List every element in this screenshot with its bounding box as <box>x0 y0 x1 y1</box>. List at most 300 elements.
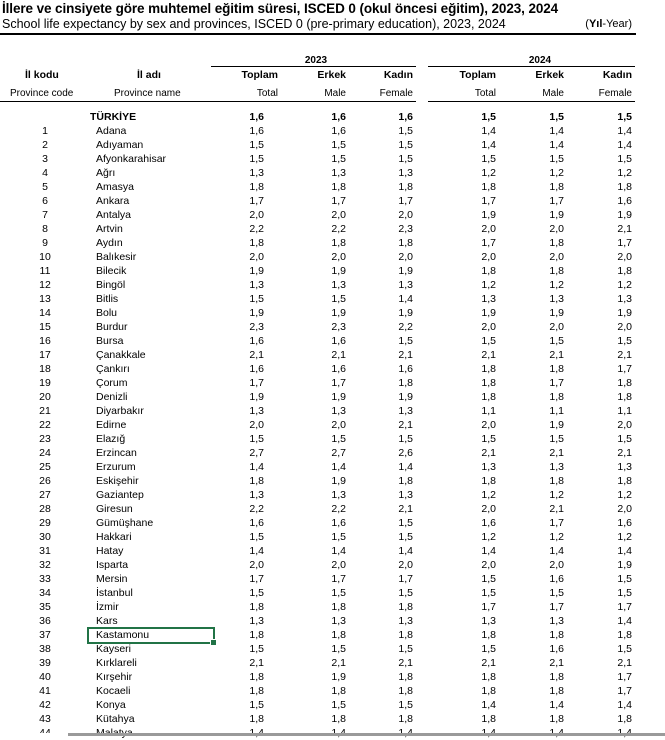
cell-value[interactable]: 1,4 <box>549 139 564 151</box>
cell-province-name[interactable]: Balıkesir <box>96 251 137 263</box>
cell-province-code[interactable]: 27 <box>39 489 51 501</box>
cell-value[interactable]: 1,5 <box>331 643 346 655</box>
cell-province-code[interactable]: 23 <box>39 433 51 445</box>
cell-province-name[interactable]: Diyarbakır <box>96 405 144 417</box>
cell-province-name[interactable]: Eskişehir <box>96 475 139 487</box>
cell-value[interactable]: 1,9 <box>481 209 496 221</box>
cell-value[interactable]: 1,3 <box>398 615 413 627</box>
cell-value[interactable]: 2,0 <box>481 251 496 263</box>
cell-province-name[interactable]: Gümüşhane <box>96 517 154 529</box>
cell-province-name[interactable]: Gaziantep <box>96 489 144 501</box>
cell-value[interactable]: 1,8 <box>249 685 264 697</box>
cell-value[interactable]: 1,8 <box>549 671 564 683</box>
cell-value[interactable]: 1,8 <box>617 713 632 725</box>
cell-value[interactable]: 2,0 <box>549 559 564 571</box>
cell-province-name[interactable]: Burdur <box>96 321 128 333</box>
cell-value[interactable]: 1,2 <box>617 279 632 291</box>
cell-value[interactable]: 1,3 <box>481 461 496 473</box>
cell-value[interactable]: 1,5 <box>398 335 413 347</box>
cell-value[interactable]: 1,2 <box>549 489 564 501</box>
cell-value[interactable]: 1,8 <box>617 629 632 641</box>
cell-value[interactable]: 2,0 <box>549 321 564 333</box>
cell-value[interactable]: 1,7 <box>617 363 632 375</box>
cell-value[interactable]: 2,1 <box>549 503 564 515</box>
cell-value[interactable]: 1,3 <box>549 461 564 473</box>
cell-value[interactable]: 1,8 <box>481 475 496 487</box>
cell-value[interactable]: 1,9 <box>617 559 632 571</box>
cell-value[interactable]: 1,3 <box>617 461 632 473</box>
cell-value[interactable]: 1,3 <box>249 615 264 627</box>
cell-province-code[interactable]: 37 <box>39 629 51 641</box>
cell-province-code[interactable]: 34 <box>39 587 51 599</box>
cell-value[interactable]: 1,7 <box>481 195 496 207</box>
cell-value[interactable]: 2,6 <box>398 447 413 459</box>
cell-value[interactable]: 1,8 <box>549 363 564 375</box>
cell-province-name[interactable]: Edirne <box>96 419 127 431</box>
cell-value[interactable]: 1,5 <box>617 153 632 165</box>
cell-province-name[interactable]: Bilecik <box>96 265 127 277</box>
cell-value[interactable]: 1,9 <box>398 265 413 277</box>
cell-value[interactable]: 1,8 <box>331 629 346 641</box>
cell-value[interactable]: 2,1 <box>617 223 632 235</box>
cell-province-name[interactable]: Bursa <box>96 335 124 347</box>
cell-province-code[interactable]: 26 <box>39 475 51 487</box>
cell-value[interactable]: 1,9 <box>331 265 346 277</box>
cell-value[interactable]: 1,9 <box>398 307 413 319</box>
cell-value[interactable]: 1,5 <box>481 587 496 599</box>
cell-value[interactable]: 2,0 <box>617 503 632 515</box>
cell-value[interactable]: 1,9 <box>331 307 346 319</box>
cell-province-name[interactable]: Kırşehir <box>96 671 133 683</box>
cell-value[interactable]: 1,5 <box>249 433 264 445</box>
cell-value[interactable]: 1,4 <box>331 461 346 473</box>
cell-value[interactable]: 1,6 <box>249 363 264 375</box>
cell-province-name[interactable]: Hakkari <box>96 531 132 543</box>
cell-value[interactable]: 1,5 <box>249 153 264 165</box>
cell-value[interactable]: 1,8 <box>481 377 496 389</box>
cell-value[interactable]: 1,7 <box>549 517 564 529</box>
cell-value[interactable]: 1,3 <box>617 293 632 305</box>
cell-value[interactable]: 1,5 <box>331 531 346 543</box>
cell-value[interactable]: 1,5 <box>549 587 564 599</box>
cell-value[interactable]: 1,6 <box>249 517 264 529</box>
cell-value[interactable]: 2,0 <box>481 321 496 333</box>
cell-value[interactable]: 1,6 <box>331 111 346 123</box>
cell-province-name[interactable]: Afyonkarahisar <box>96 153 167 165</box>
cell-value[interactable]: 1,7 <box>549 601 564 613</box>
cell-value[interactable]: 1,5 <box>617 111 632 123</box>
cell-value[interactable]: 2,0 <box>481 503 496 515</box>
cell-province-name[interactable]: Erzurum <box>96 461 136 473</box>
cell-province-name[interactable]: Kars <box>96 615 118 627</box>
cell-value[interactable]: 1,7 <box>617 671 632 683</box>
cell-value[interactable]: 1,8 <box>249 475 264 487</box>
cell-value[interactable]: 1,8 <box>398 629 413 641</box>
cell-value[interactable]: 1,8 <box>481 391 496 403</box>
cell-value[interactable]: 1,9 <box>549 307 564 319</box>
cell-province-code[interactable]: 31 <box>39 545 51 557</box>
cell-province-name[interactable]: Artvin <box>96 223 123 235</box>
cell-value[interactable]: 2,3 <box>331 321 346 333</box>
cell-value[interactable]: 1,7 <box>549 377 564 389</box>
cell-value[interactable]: 1,1 <box>617 405 632 417</box>
cell-province-name[interactable]: Adıyaman <box>96 139 144 151</box>
cell-province-code[interactable]: 10 <box>39 251 51 263</box>
cell-value[interactable]: 1,4 <box>331 545 346 557</box>
cell-value[interactable]: 1,7 <box>617 685 632 697</box>
cell-value[interactable]: 1,8 <box>549 265 564 277</box>
cell-province-code[interactable]: 24 <box>39 447 51 459</box>
cell-value[interactable]: 1,3 <box>331 489 346 501</box>
cell-value[interactable]: 1,8 <box>249 629 264 641</box>
cell-value[interactable]: 1,8 <box>331 601 346 613</box>
cell-province-name[interactable]: Konya <box>96 699 126 711</box>
cell-value[interactable]: 1,3 <box>331 167 346 179</box>
cell-value[interactable]: 1,5 <box>249 643 264 655</box>
cell-province-name[interactable]: Kocaeli <box>96 685 131 697</box>
cell-province-code[interactable]: 17 <box>39 349 51 361</box>
cell-value[interactable]: 1,6 <box>331 125 346 137</box>
cell-value[interactable]: 2,0 <box>331 251 346 263</box>
cell-value[interactable]: 1,7 <box>481 601 496 613</box>
cell-province-code[interactable]: 16 <box>39 335 51 347</box>
cell-value[interactable]: 1,8 <box>617 391 632 403</box>
cell-value[interactable]: 1,5 <box>398 531 413 543</box>
cell-value[interactable]: 1,5 <box>481 111 496 123</box>
cell-value[interactable]: 2,1 <box>617 349 632 361</box>
cell-province-code[interactable]: 25 <box>39 461 51 473</box>
cell-province-name[interactable]: Mersin <box>96 573 128 585</box>
cell-value[interactable]: 1,5 <box>617 573 632 585</box>
cell-value[interactable]: 1,7 <box>617 237 632 249</box>
cell-value[interactable]: 1,5 <box>398 643 413 655</box>
cell-province-name[interactable]: Bingöl <box>96 279 126 291</box>
cell-value[interactable]: 1,8 <box>398 601 413 613</box>
cell-province-name[interactable]: Amasya <box>96 181 134 193</box>
cell-value[interactable]: 1,3 <box>481 615 496 627</box>
cell-value[interactable]: 1,5 <box>549 335 564 347</box>
cell-value[interactable]: 1,8 <box>398 377 413 389</box>
cell-value[interactable]: 1,3 <box>549 293 564 305</box>
cell-value[interactable]: 1,5 <box>617 433 632 445</box>
cell-value[interactable]: 1,7 <box>398 573 413 585</box>
cell-value[interactable]: 1,4 <box>249 461 264 473</box>
cell-value[interactable]: 1,2 <box>481 489 496 501</box>
cell-value[interactable]: 2,1 <box>617 657 632 669</box>
cell-value[interactable]: 2,0 <box>249 559 264 571</box>
cell-value[interactable]: 1,4 <box>549 125 564 137</box>
cell-value[interactable]: 2,1 <box>249 349 264 361</box>
cell-value[interactable]: 2,1 <box>481 657 496 669</box>
cell-province-name[interactable]: Kayseri <box>96 643 132 655</box>
cell-value[interactable]: 1,5 <box>398 139 413 151</box>
cell-value[interactable]: 1,5 <box>331 699 346 711</box>
cell-value[interactable]: 2,0 <box>549 251 564 263</box>
cell-value[interactable]: 1,7 <box>331 195 346 207</box>
cell-province-name[interactable]: İzmir <box>96 601 119 613</box>
cell-value[interactable]: 1,6 <box>617 517 632 529</box>
cell-value[interactable]: 2,0 <box>331 559 346 571</box>
cell-value[interactable]: 1,2 <box>549 279 564 291</box>
cell-value[interactable]: 1,8 <box>481 363 496 375</box>
cell-province-name[interactable]: Hatay <box>96 545 124 557</box>
cell-value[interactable]: 1,3 <box>398 405 413 417</box>
cell-value[interactable]: 1,4 <box>398 293 413 305</box>
cell-value[interactable]: 2,0 <box>398 251 413 263</box>
cell-value[interactable]: 1,7 <box>481 237 496 249</box>
cell-province-name[interactable]: Çanakkale <box>96 349 146 361</box>
cell-province-code[interactable]: 3 <box>42 153 48 165</box>
cell-value[interactable]: 1,5 <box>481 153 496 165</box>
cell-value[interactable]: 1,7 <box>549 195 564 207</box>
cell-value[interactable]: 1,8 <box>617 377 632 389</box>
cell-value[interactable]: 1,2 <box>617 531 632 543</box>
cell-value[interactable]: 1,3 <box>549 615 564 627</box>
cell-value[interactable]: 2,0 <box>481 419 496 431</box>
cell-value[interactable]: 1,5 <box>549 111 564 123</box>
cell-value[interactable]: 1,5 <box>481 573 496 585</box>
cell-value[interactable]: 1,8 <box>481 181 496 193</box>
cell-value[interactable]: 1,5 <box>617 643 632 655</box>
cell-value[interactable]: 1,4 <box>481 125 496 137</box>
cell-value[interactable]: 2,0 <box>617 419 632 431</box>
cell-province-name[interactable]: Aydın <box>96 237 123 249</box>
cell-value[interactable]: 1,7 <box>249 377 264 389</box>
cell-value[interactable]: 2,1 <box>481 447 496 459</box>
cell-province-name[interactable]: Bitlis <box>96 293 119 305</box>
cell-value[interactable]: 1,8 <box>249 181 264 193</box>
cell-value[interactable]: 1,9 <box>249 391 264 403</box>
cell-province-code[interactable]: 7 <box>42 209 48 221</box>
cell-value[interactable]: 1,6 <box>331 517 346 529</box>
cell-value[interactable]: 1,7 <box>331 377 346 389</box>
cell-value[interactable]: 1,8 <box>398 713 413 725</box>
cell-value[interactable]: 1,8 <box>549 475 564 487</box>
cell-value[interactable]: 2,1 <box>398 657 413 669</box>
cell-value[interactable]: 1,8 <box>481 713 496 725</box>
cell-value[interactable]: 1,9 <box>249 265 264 277</box>
cell-value[interactable]: 1,5 <box>331 587 346 599</box>
cell-province-name[interactable]: Erzincan <box>96 447 137 459</box>
cell-value[interactable]: 1,7 <box>617 601 632 613</box>
cell-value[interactable]: 1,4 <box>549 545 564 557</box>
cell-province-code[interactable]: 2 <box>42 139 48 151</box>
cell-value[interactable]: 1,9 <box>481 307 496 319</box>
cell-province-name[interactable]: Denizli <box>96 391 128 403</box>
cell-value[interactable]: 1,7 <box>249 573 264 585</box>
cell-province-name[interactable]: Çankırı <box>96 363 130 375</box>
cell-value[interactable]: 1,5 <box>331 293 346 305</box>
cell-province-code[interactable]: 8 <box>42 223 48 235</box>
cell-value[interactable]: 1,2 <box>481 531 496 543</box>
cell-province-name[interactable]: Elazığ <box>96 433 126 445</box>
cell-value[interactable]: 2,0 <box>249 209 264 221</box>
cell-value[interactable]: 1,1 <box>549 405 564 417</box>
cell-province-code[interactable]: 18 <box>39 363 51 375</box>
cell-value[interactable]: 1,6 <box>549 573 564 585</box>
cell-value[interactable]: 1,8 <box>249 671 264 683</box>
cell-value[interactable]: 2,0 <box>331 209 346 221</box>
cell-value[interactable]: 1,8 <box>617 181 632 193</box>
cell-value[interactable]: 1,8 <box>549 629 564 641</box>
cell-province-code[interactable]: 12 <box>39 279 51 291</box>
cell-value[interactable]: 1,5 <box>398 125 413 137</box>
cell-province-name[interactable]: Ağrı <box>96 167 116 179</box>
cell-province-name[interactable]: TÜRKİYE <box>90 111 137 123</box>
cell-value[interactable]: 2,0 <box>617 251 632 263</box>
cell-value[interactable]: 2,1 <box>398 503 413 515</box>
cell-value[interactable]: 1,6 <box>249 335 264 347</box>
cell-province-code[interactable]: 20 <box>39 391 51 403</box>
cell-province-code[interactable]: 43 <box>39 713 51 725</box>
cell-value[interactable]: 1,5 <box>398 699 413 711</box>
cell-province-name[interactable]: Kütahya <box>96 713 135 725</box>
cell-value[interactable]: 1,6 <box>249 111 264 123</box>
cell-value[interactable]: 1,1 <box>481 405 496 417</box>
cell-province-name[interactable]: Kırklareli <box>96 657 137 669</box>
cell-province-code[interactable]: 33 <box>39 573 51 585</box>
cell-value[interactable]: 1,9 <box>549 419 564 431</box>
cell-value[interactable]: 1,9 <box>549 209 564 221</box>
cell-value[interactable]: 1,8 <box>331 237 346 249</box>
cell-value[interactable]: 1,5 <box>249 531 264 543</box>
cell-value[interactable]: 2,0 <box>398 559 413 571</box>
cell-value[interactable]: 1,8 <box>549 237 564 249</box>
cell-value[interactable]: 1,3 <box>249 167 264 179</box>
cell-province-code[interactable]: 21 <box>39 405 51 417</box>
cell-value[interactable]: 1,8 <box>331 181 346 193</box>
cell-value[interactable]: 1,2 <box>617 489 632 501</box>
cell-value[interactable]: 2,1 <box>249 657 264 669</box>
cell-value[interactable]: 1,6 <box>481 517 496 529</box>
cell-value[interactable]: 1,4 <box>617 125 632 137</box>
cell-value[interactable]: 1,5 <box>617 587 632 599</box>
cell-value[interactable]: 1,5 <box>331 153 346 165</box>
cell-province-code[interactable]: 5 <box>42 181 48 193</box>
cell-value[interactable]: 1,4 <box>617 139 632 151</box>
cell-value[interactable]: 1,6 <box>398 363 413 375</box>
cell-value[interactable]: 1,9 <box>398 391 413 403</box>
cell-value[interactable]: 2,1 <box>549 657 564 669</box>
cell-value[interactable]: 1,5 <box>331 433 346 445</box>
cell-value[interactable]: 1,9 <box>331 475 346 487</box>
cell-value[interactable]: 1,6 <box>549 643 564 655</box>
cell-value[interactable]: 1,8 <box>617 475 632 487</box>
cell-value[interactable]: 2,1 <box>617 447 632 459</box>
cell-value[interactable]: 1,3 <box>398 279 413 291</box>
cell-value[interactable]: 1,3 <box>249 489 264 501</box>
cell-value[interactable]: 1,8 <box>398 237 413 249</box>
cell-value[interactable]: 1,9 <box>331 671 346 683</box>
cell-value[interactable]: 2,1 <box>398 419 413 431</box>
cell-value[interactable]: 2,2 <box>249 223 264 235</box>
cell-value[interactable]: 2,3 <box>249 321 264 333</box>
cell-value[interactable]: 1,8 <box>549 181 564 193</box>
cell-value[interactable]: 2,2 <box>331 503 346 515</box>
cell-province-code[interactable]: 32 <box>39 559 51 571</box>
cell-value[interactable]: 2,7 <box>249 447 264 459</box>
cell-value[interactable]: 1,4 <box>549 699 564 711</box>
cell-value[interactable]: 1,6 <box>331 363 346 375</box>
cell-value[interactable]: 1,8 <box>398 671 413 683</box>
cell-province-code[interactable]: 42 <box>39 699 51 711</box>
cell-province-name[interactable]: Giresun <box>96 503 133 515</box>
cell-province-code[interactable]: 36 <box>39 615 51 627</box>
cell-value[interactable]: 2,0 <box>249 251 264 263</box>
cell-value[interactable]: 1,2 <box>549 531 564 543</box>
cell-province-name[interactable]: Kastamonu <box>96 629 150 641</box>
cell-value[interactable]: 1,7 <box>331 573 346 585</box>
cell-value[interactable]: 1,6 <box>398 111 413 123</box>
cell-value[interactable]: 2,0 <box>481 559 496 571</box>
cell-value[interactable]: 2,2 <box>249 503 264 515</box>
cell-province-code[interactable]: 28 <box>39 503 51 515</box>
cell-value[interactable]: 1,8 <box>481 629 496 641</box>
cell-value[interactable]: 1,2 <box>549 167 564 179</box>
cell-province-code[interactable]: 29 <box>39 517 51 529</box>
cell-value[interactable]: 1,8 <box>617 265 632 277</box>
cell-value[interactable]: 1,9 <box>331 391 346 403</box>
cell-value[interactable]: 1,8 <box>398 685 413 697</box>
cell-value[interactable]: 1,3 <box>331 279 346 291</box>
cell-value[interactable]: 2,7 <box>331 447 346 459</box>
cell-province-name[interactable]: Adana <box>96 125 127 137</box>
cell-value[interactable]: 2,1 <box>549 349 564 361</box>
cell-value[interactable]: 1,6 <box>617 195 632 207</box>
cell-value[interactable]: 1,8 <box>249 237 264 249</box>
cell-value[interactable]: 1,3 <box>398 167 413 179</box>
cell-value[interactable]: 1,5 <box>549 153 564 165</box>
cell-value[interactable]: 2,1 <box>398 349 413 361</box>
cell-value[interactable]: 1,8 <box>549 391 564 403</box>
cell-value[interactable]: 1,4 <box>398 545 413 557</box>
cell-value[interactable]: 1,8 <box>549 713 564 725</box>
cell-value[interactable]: 2,2 <box>331 223 346 235</box>
cell-value[interactable]: 1,4 <box>617 615 632 627</box>
cell-value[interactable]: 1,8 <box>481 265 496 277</box>
cell-value[interactable]: 1,9 <box>617 209 632 221</box>
cell-province-code[interactable]: 39 <box>39 657 51 669</box>
cell-value[interactable]: 1,5 <box>398 433 413 445</box>
cell-value[interactable]: 1,6 <box>331 335 346 347</box>
cell-province-name[interactable]: Çorum <box>96 377 128 389</box>
cell-value[interactable]: 2,0 <box>617 321 632 333</box>
cell-province-code[interactable]: 40 <box>39 671 51 683</box>
cell-province-name[interactable]: İstanbul <box>96 587 133 599</box>
cell-value[interactable]: 1,5 <box>481 643 496 655</box>
cell-value[interactable]: 1,3 <box>331 405 346 417</box>
cell-province-code[interactable]: 30 <box>39 531 51 543</box>
cell-value[interactable]: 1,4 <box>481 139 496 151</box>
cell-value[interactable]: 2,0 <box>249 419 264 431</box>
cell-value[interactable]: 1,5 <box>398 153 413 165</box>
cell-value[interactable]: 1,8 <box>331 713 346 725</box>
cell-value[interactable]: 1,4 <box>617 545 632 557</box>
cell-value[interactable]: 1,3 <box>398 489 413 501</box>
cell-province-code[interactable]: 13 <box>39 293 51 305</box>
cell-value[interactable]: 2,1 <box>331 349 346 361</box>
cell-value[interactable]: 1,4 <box>398 461 413 473</box>
cell-value[interactable]: 1,9 <box>617 307 632 319</box>
cell-value[interactable]: 2,0 <box>549 223 564 235</box>
cell-value[interactable]: 1,5 <box>481 433 496 445</box>
cell-value[interactable]: 1,8 <box>398 181 413 193</box>
cell-value[interactable]: 2,1 <box>481 349 496 361</box>
cell-value[interactable]: 1,5 <box>249 587 264 599</box>
cell-value[interactable]: 1,3 <box>249 405 264 417</box>
cell-value[interactable]: 1,5 <box>398 517 413 529</box>
cell-value[interactable]: 1,8 <box>331 685 346 697</box>
